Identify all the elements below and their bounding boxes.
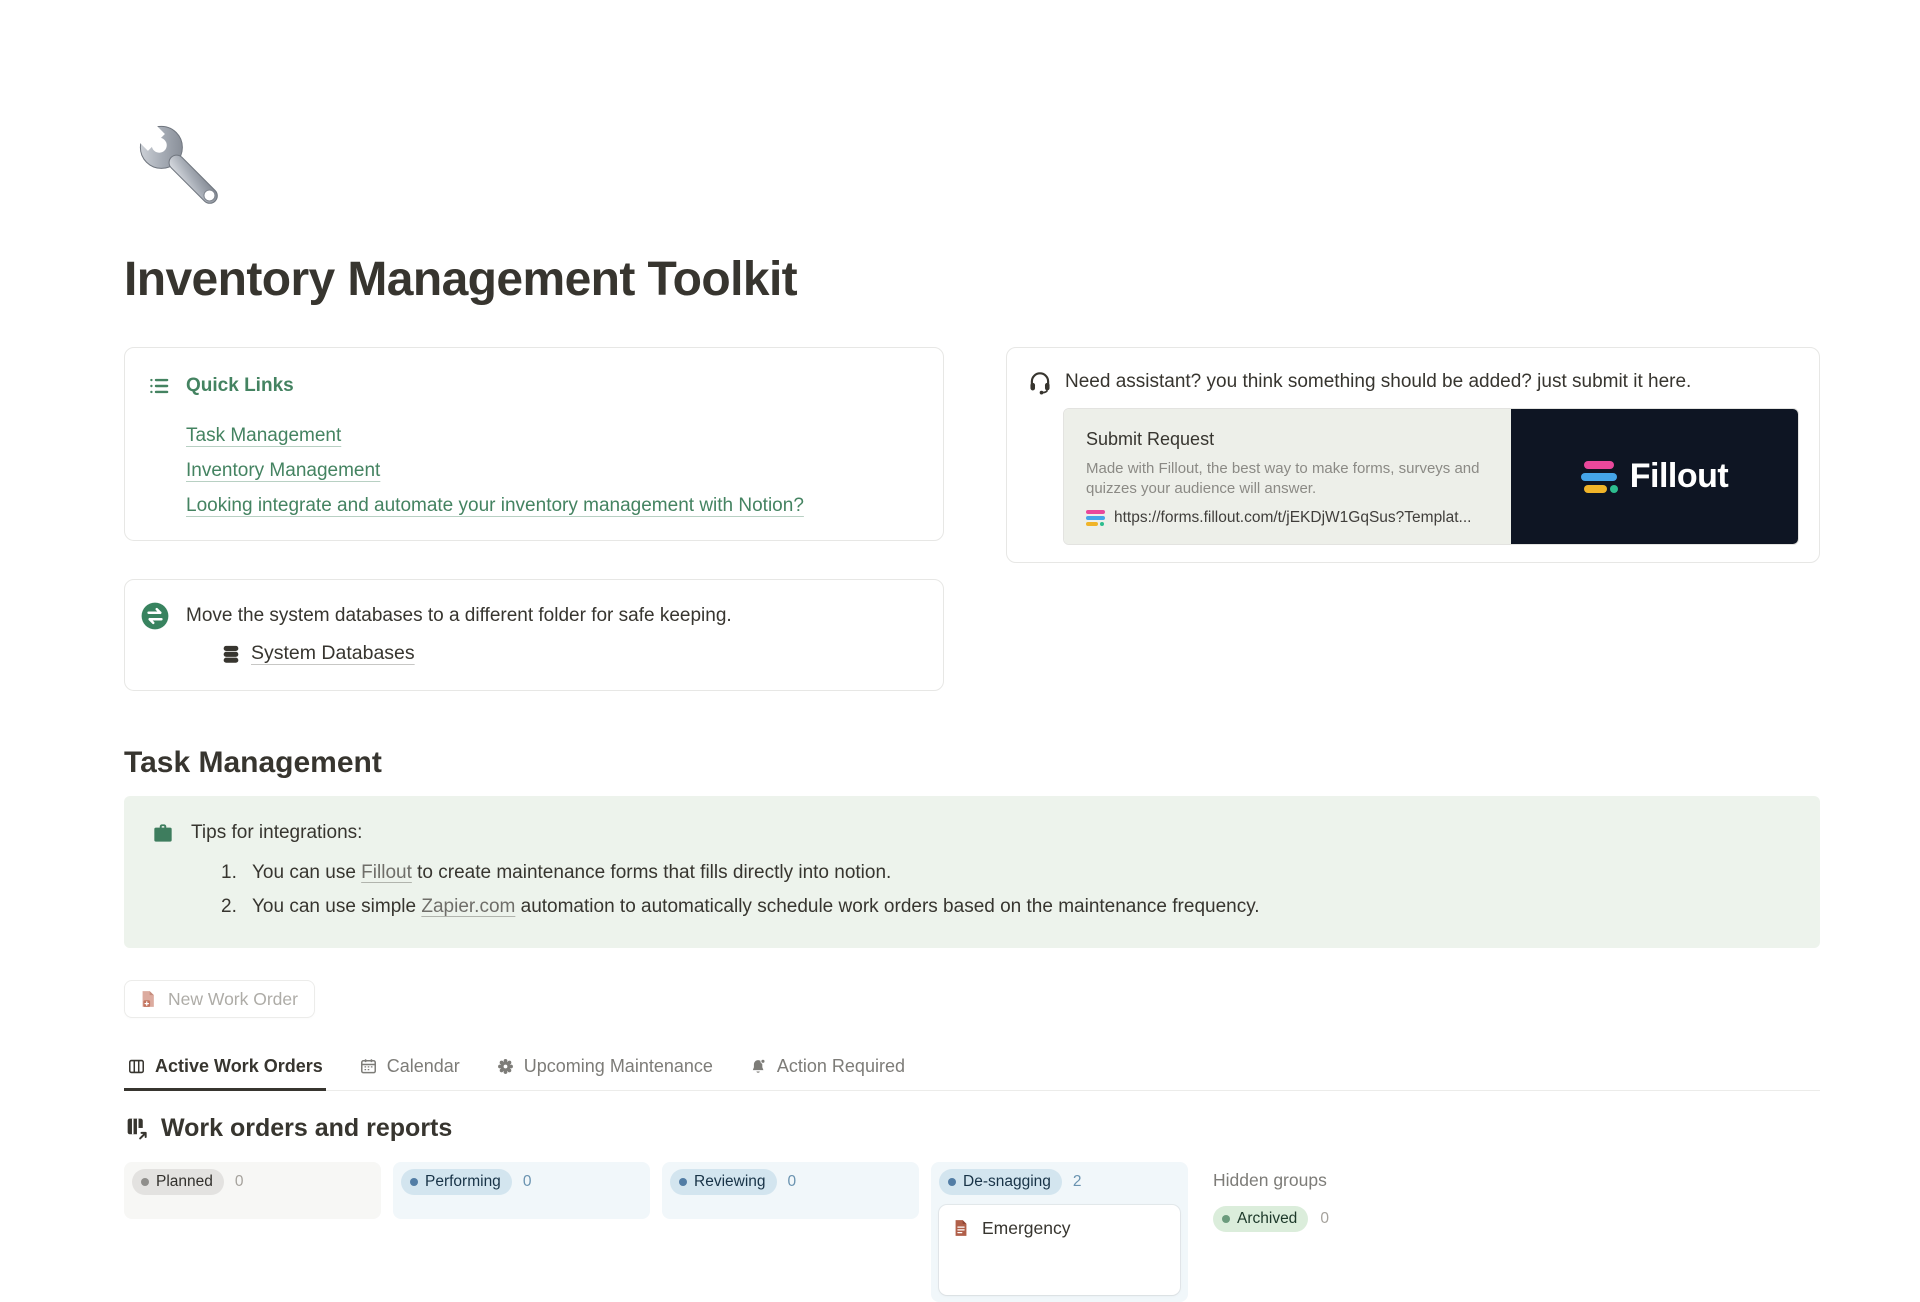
tab-label: Upcoming Maintenance bbox=[523, 1056, 713, 1076]
assistant-card bbox=[1006, 347, 1820, 563]
fillout-favicon-icon bbox=[1086, 510, 1105, 526]
status-pill-performing[interactable] bbox=[401, 1169, 512, 1195]
status-label: Archived bbox=[1237, 1210, 1298, 1227]
card-emergency[interactable] bbox=[939, 1205, 1180, 1295]
column-header bbox=[670, 1169, 911, 1195]
fillout-logo-icon bbox=[1581, 461, 1618, 493]
tip-item-1 bbox=[221, 861, 1796, 885]
wrench-page-icon[interactable] bbox=[124, 110, 244, 230]
assistant-text: Need assistant? you think something should be added? just submit it here. bbox=[1065, 371, 1692, 392]
db-callout-row bbox=[140, 601, 923, 631]
column-header bbox=[401, 1169, 642, 1195]
view-tabs bbox=[124, 1052, 1820, 1091]
board-heading[interactable] bbox=[124, 1114, 452, 1143]
embed-url[interactable]: https://forms.fillout.com/t/jEKDjW1GqSus?Templat... bbox=[1114, 509, 1472, 526]
column-reviewing bbox=[662, 1162, 919, 1219]
tab-label: Calendar bbox=[386, 1056, 460, 1076]
embed-title: Submit Request bbox=[1086, 429, 1215, 449]
db-callout-text: Move the system databases to a different folder for safe keeping. bbox=[186, 605, 732, 626]
board-icon bbox=[127, 1057, 146, 1076]
column-count: 0 bbox=[234, 1173, 244, 1190]
zapier-link[interactable]: Zapier.com bbox=[421, 896, 516, 917]
embed-url-row bbox=[1086, 509, 1489, 527]
calendar-icon bbox=[359, 1057, 378, 1076]
quick-links-card bbox=[124, 347, 944, 541]
kanban-board bbox=[124, 1162, 1820, 1302]
list-icon bbox=[146, 373, 172, 399]
column-count: 0 bbox=[522, 1173, 532, 1190]
status-dot bbox=[679, 1178, 687, 1186]
headset-icon bbox=[1027, 369, 1053, 395]
tips-title: Tips for integrations: bbox=[191, 822, 363, 843]
status-label: De-snagging bbox=[963, 1173, 1051, 1190]
fillout-logo-panel bbox=[1511, 409, 1798, 544]
status-dot bbox=[1222, 1215, 1230, 1223]
transfer-icon bbox=[140, 601, 170, 631]
hidden-groups bbox=[1213, 1162, 1329, 1232]
card-title: Emergency bbox=[982, 1218, 1071, 1238]
page-title: Inventory Management Toolkit bbox=[124, 253, 798, 306]
system-databases-link[interactable]: System Databases bbox=[251, 642, 415, 664]
status-pill-archived[interactable] bbox=[1213, 1206, 1308, 1232]
task-management-heading: Task Management bbox=[124, 746, 382, 779]
tab-upcoming-maintenance[interactable] bbox=[493, 1052, 716, 1091]
bell-icon bbox=[749, 1057, 768, 1076]
fillout-embed-card[interactable] bbox=[1063, 408, 1799, 545]
column-header bbox=[132, 1169, 373, 1195]
column-performing bbox=[393, 1162, 650, 1219]
new-work-order-button[interactable] bbox=[124, 980, 315, 1018]
tip-number: 2. bbox=[221, 896, 237, 917]
page-content bbox=[124, 0, 1820, 1302]
briefcase-icon bbox=[150, 820, 176, 846]
tips-header bbox=[150, 820, 1796, 846]
column-de-snagging bbox=[931, 1162, 1188, 1302]
status-label: Performing bbox=[425, 1173, 501, 1190]
top-section bbox=[124, 347, 1820, 563]
status-pill-de-snagging[interactable] bbox=[939, 1169, 1062, 1195]
tab-action-required[interactable] bbox=[746, 1052, 908, 1091]
database-icon bbox=[220, 643, 242, 665]
tip-item-2 bbox=[221, 895, 1796, 919]
report-icon bbox=[951, 1218, 971, 1238]
tip-number: 1. bbox=[221, 862, 237, 883]
tab-label: Active Work Orders bbox=[155, 1056, 323, 1076]
wrench-icon bbox=[124, 110, 244, 230]
quick-links-header bbox=[146, 373, 921, 399]
hidden-group-row bbox=[1213, 1206, 1329, 1232]
new-document-icon bbox=[138, 989, 158, 1009]
status-dot bbox=[948, 1178, 956, 1186]
tab-label: Action Required bbox=[776, 1056, 905, 1076]
quick-links-list bbox=[186, 412, 921, 517]
status-label: Planned bbox=[156, 1173, 213, 1190]
system-databases-callout bbox=[124, 579, 944, 691]
embed-description: Made with Fillout, the best way to make forms, surveys and quizzes your audience will answer. bbox=[1086, 460, 1480, 497]
column-count: 0 bbox=[787, 1173, 797, 1190]
link-task-management[interactable]: Task Management bbox=[186, 425, 342, 446]
link-automation-guide[interactable]: Looking integrate and automate your inventory management with Notion? bbox=[186, 495, 804, 516]
new-work-order-label: New Work Order bbox=[168, 988, 298, 1009]
column-count: 2 bbox=[1072, 1173, 1082, 1190]
fillout-logo-text: Fillout bbox=[1629, 457, 1729, 495]
column-planned bbox=[124, 1162, 381, 1219]
gear-icon bbox=[496, 1057, 515, 1076]
link-inventory-management[interactable]: Inventory Management bbox=[186, 460, 381, 481]
status-label: Reviewing bbox=[694, 1173, 766, 1190]
hidden-groups-label: Hidden groups bbox=[1213, 1170, 1327, 1190]
tip-text: You can use Fillout to create maintenance forms that fills directly into notion. bbox=[252, 862, 892, 883]
hidden-group-count: 0 bbox=[1320, 1210, 1329, 1227]
fillout-link[interactable]: Fillout bbox=[361, 862, 412, 883]
assistant-header bbox=[1027, 369, 1799, 395]
status-dot bbox=[410, 1178, 418, 1186]
tips-callout bbox=[124, 796, 1820, 948]
board-title: Work orders and reports bbox=[161, 1114, 453, 1142]
db-link-row bbox=[220, 642, 923, 665]
tab-active-work-orders[interactable] bbox=[124, 1052, 326, 1091]
tab-calendar[interactable] bbox=[356, 1052, 463, 1091]
linked-database-icon bbox=[124, 1116, 150, 1142]
tip-text: You can use simple Zapier.com automation to automatically schedule work orders based on the maintenance frequency. bbox=[252, 896, 1260, 917]
status-dot bbox=[141, 1178, 149, 1186]
quick-links-title: Quick Links bbox=[186, 375, 294, 396]
tips-list bbox=[221, 861, 1796, 919]
status-pill-planned[interactable] bbox=[132, 1169, 224, 1195]
column-header bbox=[939, 1169, 1180, 1195]
status-pill-reviewing[interactable] bbox=[670, 1169, 777, 1195]
embed-info bbox=[1064, 409, 1511, 544]
